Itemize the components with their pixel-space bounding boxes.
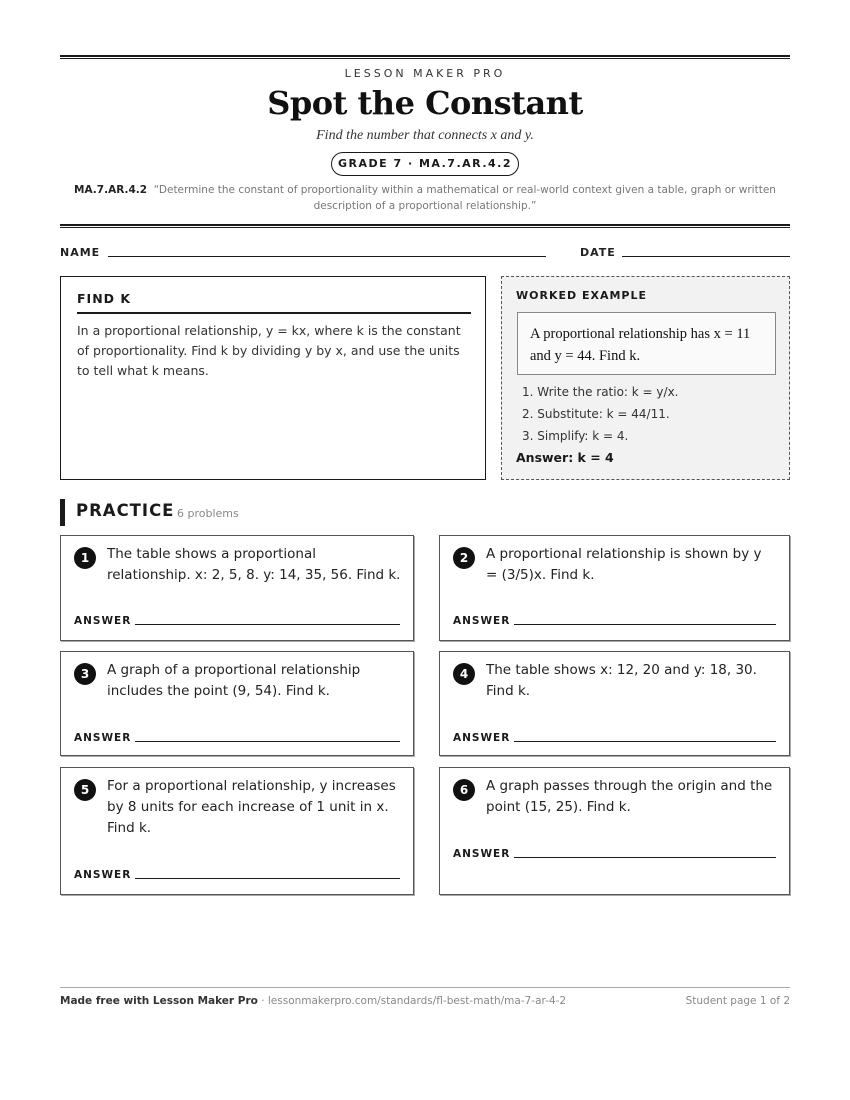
problem-text: The table shows x: 12, 20 and y: 18, 30. Find k. — [486, 662, 757, 699]
worked-example-answer: Answer: k = 4 — [516, 450, 614, 465]
worked-example-step: 3. Simplify: k = 4. — [522, 429, 629, 443]
practice-count: 6 problems — [177, 507, 239, 520]
worked-example-box — [501, 276, 790, 480]
answer-label: ANSWER — [74, 732, 132, 744]
problem-card — [439, 535, 790, 641]
footer-rule — [60, 987, 790, 988]
problem-card — [439, 767, 790, 895]
problem-card — [60, 651, 414, 756]
problem-text: The table shows a proportional relationship. x: 2, 5, 8. y: 14, 35, 56. Find k. — [107, 546, 401, 583]
standard-text: “Determine the constant of proportionality within a mathematical or real-world context given a table, graph or written description of a proportional relationship.” — [153, 184, 776, 212]
problem-card — [60, 535, 414, 641]
worksheet-subtitle: Find the number that connects x and y. — [316, 128, 534, 143]
date-field[interactable] — [622, 256, 790, 257]
worked-example-heading: WORKED EXAMPLE — [516, 289, 647, 302]
problem-number: 3 — [74, 663, 96, 685]
practice-accent-bar — [60, 499, 65, 526]
name-label: NAME — [60, 246, 101, 259]
practice-heading: PRACTICE — [76, 501, 175, 520]
standard-code: MA.7.AR.4.2 — [74, 184, 148, 196]
problem-text: A graph passes through the origin and the point (15, 25). Find k. — [486, 778, 773, 815]
answer-line[interactable] — [135, 878, 400, 879]
problem-number: 5 — [74, 779, 96, 801]
worked-example-step: 2. Substitute: k = 44/11. — [522, 407, 670, 421]
problem-text: A proportional relationship is shown by y = (3/5)x. Find k. — [486, 546, 762, 583]
answer-line[interactable] — [514, 741, 776, 742]
date-label: DATE — [580, 246, 616, 259]
answer-line[interactable] — [135, 624, 400, 625]
find-k-body: In a proportional relationship, y = kx, where k is the constant of proportionality. Find k by dividing y by x, and use the units to tell what k means. — [77, 323, 461, 378]
footer-page-number: Student page 1 of 2 — [685, 995, 790, 1007]
answer-line[interactable] — [514, 624, 776, 625]
footer-made-with: Made free with Lesson Maker Pro — [60, 995, 258, 1007]
problem-number: 6 — [453, 779, 475, 801]
find-k-box — [60, 276, 486, 480]
answer-line[interactable] — [514, 857, 776, 858]
answer-label: ANSWER — [74, 615, 132, 627]
problem-text: A graph of a proportional relationship includes the point (9, 54). Find k. — [107, 662, 361, 699]
standard-description — [60, 182, 790, 214]
footer-credit — [60, 995, 566, 1007]
answer-label: ANSWER — [453, 848, 511, 860]
problem-number: 4 — [453, 663, 475, 685]
problem-text: For a proportional relationship, y increases by 8 units for each increase of 1 unit in x. Find k. — [107, 778, 396, 836]
worked-example-steps — [522, 381, 679, 447]
find-k-heading: FIND K — [77, 291, 471, 314]
footer-url[interactable]: · lessonmakerpro.com/standards/fl-best-math/ma-7-ar-4-2 — [257, 995, 567, 1007]
name-field[interactable] — [108, 256, 546, 257]
grade-badge: GRADE 7 · MA.7.AR.4.2 — [331, 152, 519, 176]
worksheet-title: Spot the Constant — [267, 84, 583, 122]
answer-label: ANSWER — [453, 615, 511, 627]
answer-label: ANSWER — [74, 869, 132, 881]
top-double-rule — [60, 55, 790, 59]
problem-number: 1 — [74, 547, 96, 569]
header-bottom-double-rule — [60, 224, 790, 228]
problem-card — [60, 767, 414, 895]
brand-name: LESSON MAKER PRO — [344, 67, 506, 80]
worked-example-problem: A proportional relationship has x = 11 and y = 44. Find k. — [517, 312, 776, 375]
worksheet-page — [60, 0, 790, 1100]
worked-example-step: 1. Write the ratio: k = y/x. — [522, 385, 679, 399]
answer-line[interactable] — [135, 741, 400, 742]
problem-card — [439, 651, 790, 756]
problem-number: 2 — [453, 547, 475, 569]
answer-label: ANSWER — [453, 732, 511, 744]
